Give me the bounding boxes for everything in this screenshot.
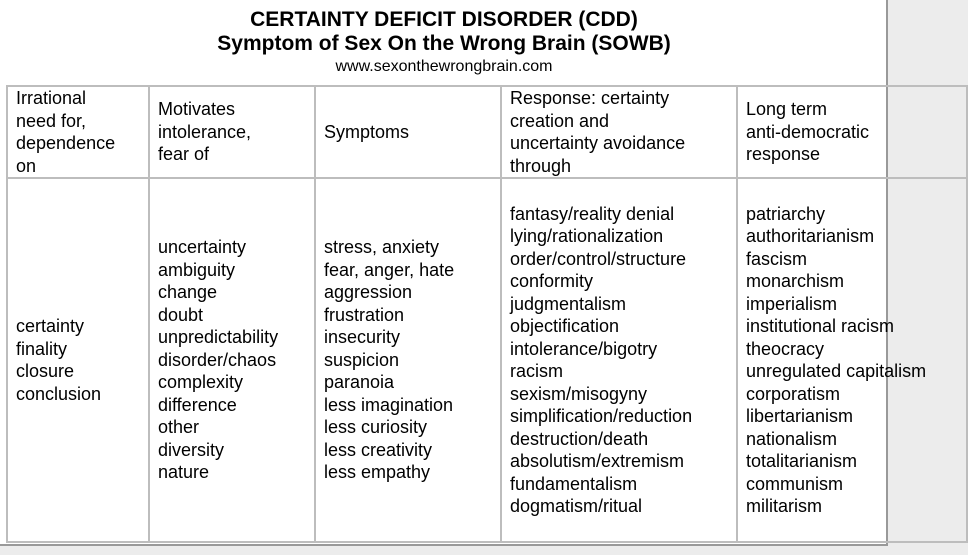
list-item: objectification: [510, 316, 620, 336]
list-item: libertarianism: [746, 406, 854, 426]
list-item: corporatism: [746, 383, 841, 404]
column-long-term: [737, 178, 967, 542]
column-dependence: [7, 178, 149, 542]
header-long-term: [737, 86, 967, 178]
header-dependence: [7, 86, 149, 178]
list-item: disorder/chaos: [158, 349, 277, 370]
list-item: fascism: [746, 248, 808, 269]
header-symptoms: [315, 86, 501, 178]
header-line: uncertainty avoidance: [510, 133, 686, 153]
list-item: uncertainty: [158, 237, 247, 258]
list-item: fundamentalism: [510, 473, 638, 494]
list-item: communism: [746, 473, 844, 494]
list-item: patriarchy: [746, 203, 826, 224]
list-item: absolutism/extremism: [510, 451, 685, 471]
list-item: ambiguity: [158, 259, 236, 280]
list-item: less curiosity: [324, 417, 428, 438]
page-subtitle: Symptom of Sex On the Wrong Brain (SOWB): [217, 32, 671, 55]
list-item: order/control/structure: [510, 248, 687, 269]
list-item: change: [158, 282, 218, 303]
list-item: difference: [158, 394, 237, 415]
list-item: diversity: [158, 439, 225, 460]
header-response: [501, 86, 737, 178]
table-body-row: [7, 178, 967, 542]
list-item: unregulated capitalism: [746, 361, 927, 381]
header-motivates: [149, 86, 315, 178]
column-motivates: [149, 178, 315, 542]
list-item: authoritarianism: [746, 226, 875, 246]
list-item: nature: [158, 462, 210, 483]
header-line: response: [746, 144, 821, 165]
list-item: militarism: [746, 496, 822, 516]
list-item: other: [158, 417, 200, 438]
list-item: complexity: [158, 372, 244, 393]
list-item: dogmatism/ritual: [510, 496, 643, 516]
list-item: conformity: [510, 271, 594, 291]
list-item: sexism/misogyny: [510, 383, 648, 404]
header-line: anti-democratic: [746, 121, 870, 142]
list-item: stress, anxiety: [324, 237, 440, 258]
list-item: institutional racism: [746, 316, 895, 336]
page-title: CERTAINTY DEFICIT DISORDER (CDD): [250, 8, 638, 31]
list-item: judgmentalism: [510, 293, 627, 314]
list-item: intolerance/bigotry: [510, 338, 658, 359]
header-line: Irrational: [16, 88, 87, 108]
list-item: suspicion: [324, 349, 400, 370]
list-item: doubt: [158, 304, 204, 325]
table-header-row: [7, 86, 967, 178]
title-block: [0, 8, 888, 77]
header-line: dependence: [16, 133, 116, 153]
list-item: less imagination: [324, 394, 454, 415]
list-item: conclusion: [16, 383, 102, 404]
list-item: lying/rationalization: [510, 226, 664, 246]
header-line: Symptoms: [324, 121, 410, 142]
list-item: less creativity: [324, 439, 433, 460]
list-item: imperialism: [746, 293, 838, 314]
header-line: need for,: [16, 110, 87, 131]
list-item: closure: [16, 361, 75, 381]
list-item: destruction/death: [510, 428, 649, 449]
list-item: finality: [16, 338, 68, 359]
column-symptoms: [315, 178, 501, 542]
header-line: Motivates: [158, 99, 236, 120]
header-line: creation and: [510, 110, 610, 131]
column-response: [501, 178, 737, 542]
list-item: monarchism: [746, 271, 845, 291]
list-item: paranoia: [324, 372, 395, 393]
list-item: fear, anger, hate: [324, 259, 455, 280]
cdd-table: [6, 85, 968, 543]
header-line: Long term: [746, 99, 828, 120]
list-item: racism: [510, 361, 563, 381]
header-line: intolerance,: [158, 121, 252, 142]
list-item: theocracy: [746, 338, 825, 359]
list-item: totalitarianism: [746, 451, 858, 471]
header-line: fear of: [158, 144, 210, 165]
list-item: unpredictability: [158, 327, 279, 348]
list-item: fantasy/reality denial: [510, 203, 675, 224]
header-line: Response: certainty: [510, 88, 670, 108]
list-item: aggression: [324, 282, 413, 303]
list-item: nationalism: [746, 428, 838, 449]
list-item: frustration: [324, 304, 405, 325]
list-item: simplification/reduction: [510, 406, 693, 426]
header-line: through: [510, 155, 572, 176]
website-url: www.sexonthewrongbrain.com: [335, 58, 553, 75]
list-item: less empathy: [324, 462, 431, 483]
header-line: on: [16, 155, 37, 176]
list-item: insecurity: [324, 327, 401, 348]
list-item: certainty: [16, 316, 85, 336]
